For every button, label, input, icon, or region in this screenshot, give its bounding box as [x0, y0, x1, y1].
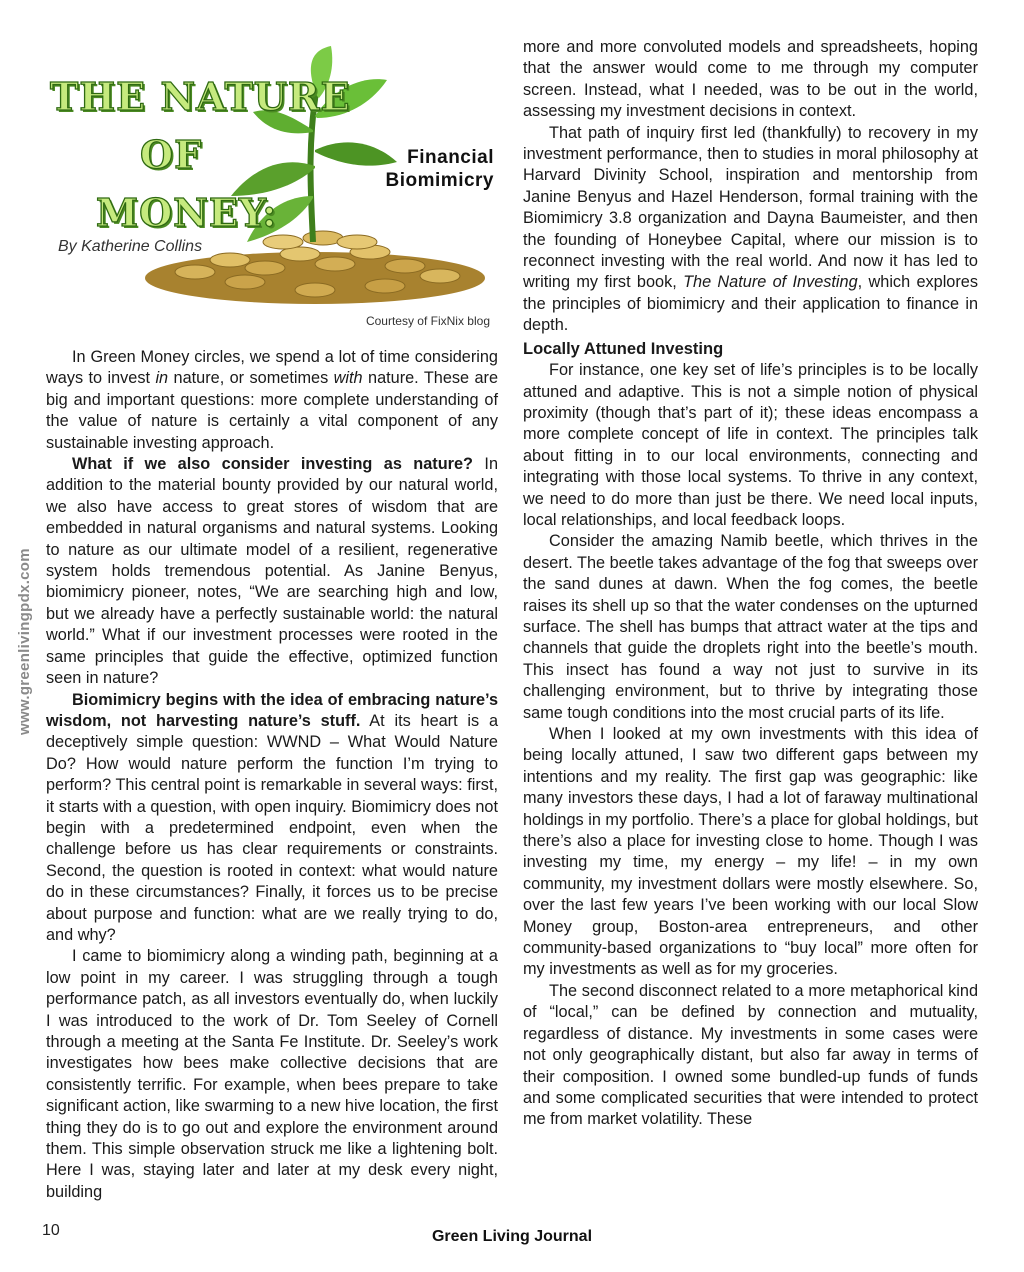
subtitle-line-2: Biomimicry: [385, 170, 494, 191]
paragraph-locally-attuned: For instance, one key set of life’s principles is to be locally attuned and adaptive. This is not a simple notion of physical proximity (though that’s part of it); these ideas encompass a more complete concept of life in context. The principles talk about fitting in to our local environments, connecting and integrating with those local systems. To thrive in any context, we need to do more than just be there. We need local inputs, local relationships, and local feedback loops.: [523, 361, 978, 529]
magazine-name: Green Living Journal: [431, 1228, 593, 1245]
author-byline: By Katherine Collins: [58, 238, 203, 255]
title-line-1: THE NATURE: [50, 74, 351, 119]
title-line-2: OF: [140, 132, 203, 177]
photo-credit: Courtesy of FixNix blog: [365, 314, 490, 328]
subtitle-line-1: Financial: [407, 147, 494, 168]
paragraph-path-of-inquiry: That path of inquiry first led (thankfully) to recovery in my investment performance, then to studies in moral philosophy at Harvard Divinity School, inspiration and mentorship from Janine Benyus and Hazel Henderson, formal training with the Biomimicry 3.8 organization and Dayna Baumeister, and then the founding of Honeybee Capital, where our mission is to reconnect investing with the real world. And now it has led to writing my first book, The Nature of Investing, which explores the principles of biomimicry and their application to finance in depth.: [523, 123, 978, 335]
title-line-3: MONEY:: [96, 190, 278, 235]
book-title: The Nature of Investing: [683, 273, 858, 292]
paragraph-continued: more and more convoluted models and spreadsheets, hoping that the answer would come to me through my computer screen. Instead, what I needed, was to be out in the world, assessing my investment decisions in context.: [523, 38, 978, 121]
article-header: [40, 60, 500, 342]
paragraph-biomimicry: Biomimicry begins with the idea of embracing nature’s wisdom, not harvesting nature’s stuff. At its heart is a deceptively simple question: WWND – What Would Nature Do? How would nature perform the function I’m trying to perform? This central point is remarkable in several ways: first, it starts with a question, with open inquiry. Biomimicry does not begin with a predetermined endpoint, even when the challenge before us has clear requirements or constraints. Second, the question is rooted in context: what would nature do in these circumstances? Finally, it forces us to be precise about purpose and function: what are we really trying to do, and why?: [46, 690, 498, 944]
section-heading: Locally Attuned Investing: [523, 339, 724, 358]
paragraph-winding-path: I came to biomimicry along a winding path, beginning at a low point in my career. I was struggling through a tough performance patch, as all investors eventually do, when luckily I was introduced to the work of Dr. Tom Seeley of Cornell through a meeting at the Santa Fe Institute. Dr. Seeley’s work investigates how bees make collective decisions that are consistently terrific. For example, when bees prepare to take significant action, like swarming to a new hive location, the first thing they do is to go out and explore the environment around them. This simple observation struck me like a lightening bolt. Here I was, staying later and later at my desk every night, building: [46, 947, 498, 1201]
right-column: [523, 37, 978, 1131]
article-subtitle: [386, 146, 494, 192]
paragraph-second-disconnect: The second disconnect related to a more metaphorical kind of “local,” can be defined by connection and mutuality, regardless of distance. My investments in some cases were not only geographically distant, but also far away in terms of their composition. I owned some bundled-up funds of funds and some complicated securities that were intended to protect me from market volatility. These: [523, 981, 978, 1129]
lead-in-bold: Biomimicry begins with the idea of embracing nature’s wisdom, not harvesting nature’s stuff.: [46, 690, 498, 730]
side-website-url: www.greenlivingpdx.com: [16, 548, 33, 735]
paragraph-namib-beetle: Consider the amazing Namib beetle, which thrives in the desert. The beetle takes advantage of the fog that sweeps over the sand dunes at dawn. When the fog comes, the beetle raises its shell up so that the water condenses on the upturned surface. The shell has bumps that attract water at the tips and channels that guide the droplets right into the beetle’s mouth. This insect has found a way not just to survive in its challenging environment, but to thrive by integrating those same tough conditions into the most crucial parts of its life.: [523, 532, 978, 722]
page-number: 10: [42, 1222, 60, 1239]
paragraph-intro: In Green Money circles, we spend a lot of time considering ways to invest in nature, or sometimes with nature. These are big and important questions: more complete understanding of the value of nature is certainly a vital component of any sustainable investing approach.: [46, 348, 499, 452]
paragraph-investing-as-nature: What if we also consider investing as nature? In addition to the material bounty provided by our natural world, we also have access to great stores of wisdom that are embedded in natural organisms and natural systems. Looking to nature as our ultimate model of a resilient, regenerative system holds tremendous potential. As Janine Benyus, biomimicry pioneer, notes, “We are searching high and low, but we already have a perfectly sustainable world: the natural world.” What if our investment processes were rooted in the same principles that guide the effective, optimized function seen in nature?: [46, 455, 498, 688]
left-column: [46, 347, 498, 1203]
lead-in-bold: What if we also consider investing as nature?: [72, 455, 474, 474]
paragraph-two-gaps: When I looked at my own investments with this idea of being locally attuned, I saw two different gaps between my intentions and my reality. The first gap was geographic: like many investors these days, I had a lot of faraway multinational holdings in my portfolio. There’s a place for global holdings, but there’s also a place for investing close to home. Though I was investing my time, my energy – my life! – in my own community, my investment dollars were mostly elsewhere. So, over the last few years I’ve been working with our local Slow Money group, Boston-area entrepreneurs, and other community-based organizations to “buy local” more often for my investments as well as for my groceries.: [523, 725, 978, 979]
